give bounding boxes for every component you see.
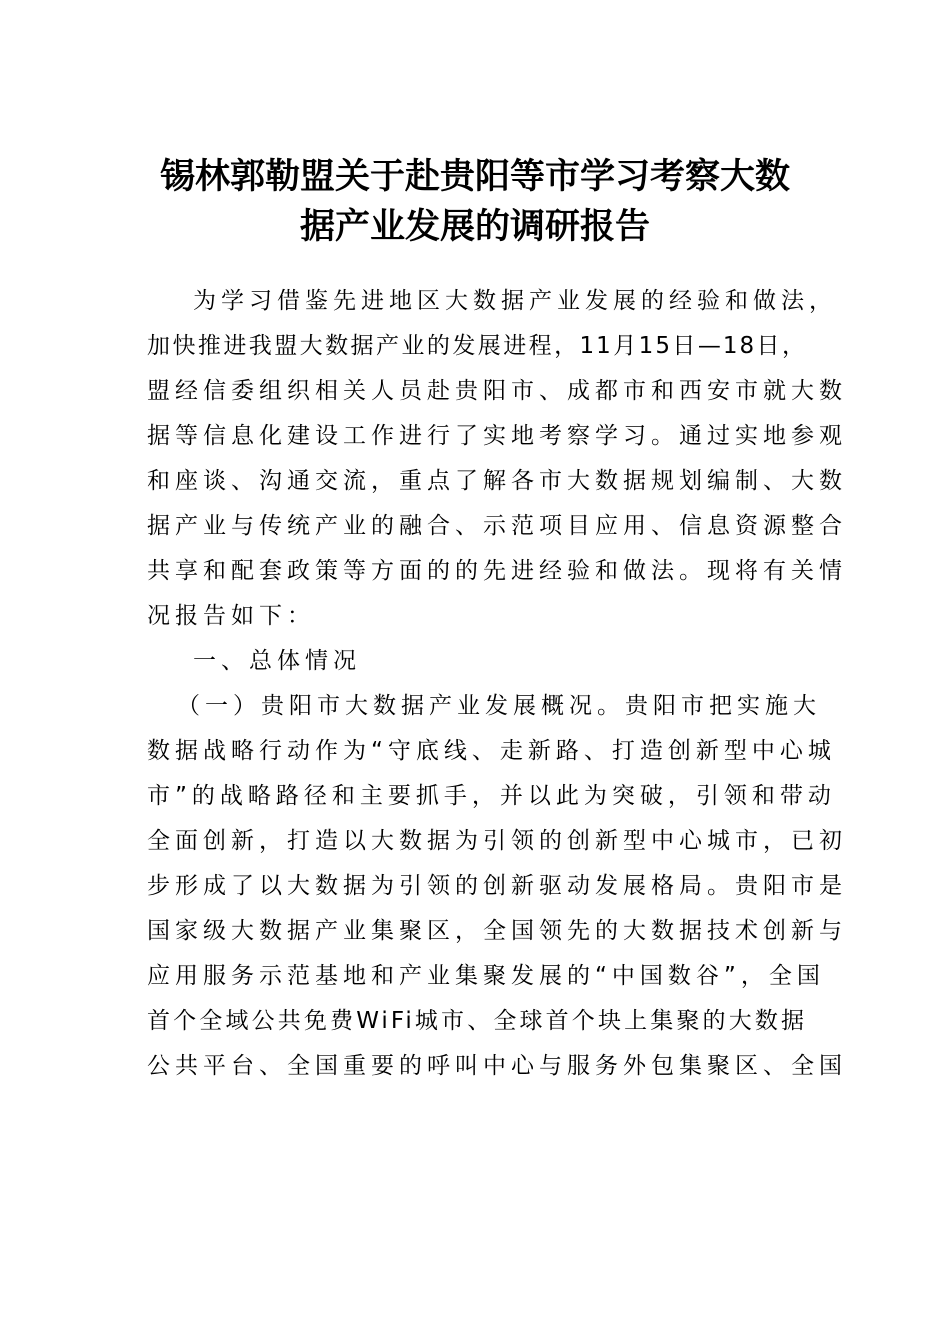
paragraph-line: 加快推进我盟大数据产业的发展进程，11月15日—18日， <box>147 333 807 359</box>
paragraph-line: 步形成了以大数据为引领的创新驱动发展格局。贵阳市是 <box>147 873 847 899</box>
paragraph-line: 国家级大数据产业集聚区，全国领先的大数据技术创新与 <box>147 918 847 944</box>
title-line-1: 锡林郭勒盟关于赴贵阳等市学习考察大数 <box>159 156 790 197</box>
title-line-2: 据产业发展的调研报告 <box>299 206 650 247</box>
paragraph-line: 盟经信委组织相关人员赴贵阳市、成都市和西安市就大数 <box>147 378 847 404</box>
paragraph-line: 共享和配套政策等方面的的先进经验和做法。现将有关情 <box>147 558 847 584</box>
paragraph-line: 市”的战略路径和主要抓手，并以此为突破，引领和带动 <box>147 783 836 809</box>
document-body <box>147 279 847 1089</box>
paragraph-line: （一）贵阳市大数据产业发展概况。贵阳市把实施大 <box>177 693 821 719</box>
paragraph-line: 况报告如下： <box>147 603 315 629</box>
paragraph-line: 全面创新，打造以大数据为引领的创新型中心城市，已初 <box>147 828 847 854</box>
paragraph-line: 应用服务示范基地和产业集聚发展的“中国数谷”，全国 <box>147 963 825 989</box>
paragraph-line: 首个全域公共免费WiFi城市、全球首个块上集聚的大数据 <box>147 1008 807 1034</box>
paragraph-line: 公共平台、全国重要的呼叫中心与服务外包集聚区、全国 <box>147 1053 847 1079</box>
paragraph-line: 为学习借鉴先进地区大数据产业发展的经验和做法， <box>193 288 837 314</box>
paragraph-line: 和座谈、沟通交流，重点了解各市大数据规划编制、大数 <box>147 468 847 494</box>
document-title <box>0 152 950 252</box>
paragraph-line: 据等信息化建设工作进行了实地考察学习。通过实地参观 <box>147 423 847 449</box>
paragraph-line: 据产业与传统产业的融合、示范项目应用、信息资源整合 <box>147 513 847 539</box>
paragraph-line: 数据战略行动作为“守底线、走新路、打造创新型中心城 <box>147 738 836 764</box>
section-heading: 一、总体情况 <box>193 648 361 674</box>
paragraph-guiyang-overview <box>147 684 847 1089</box>
paragraph-intro <box>147 279 847 639</box>
